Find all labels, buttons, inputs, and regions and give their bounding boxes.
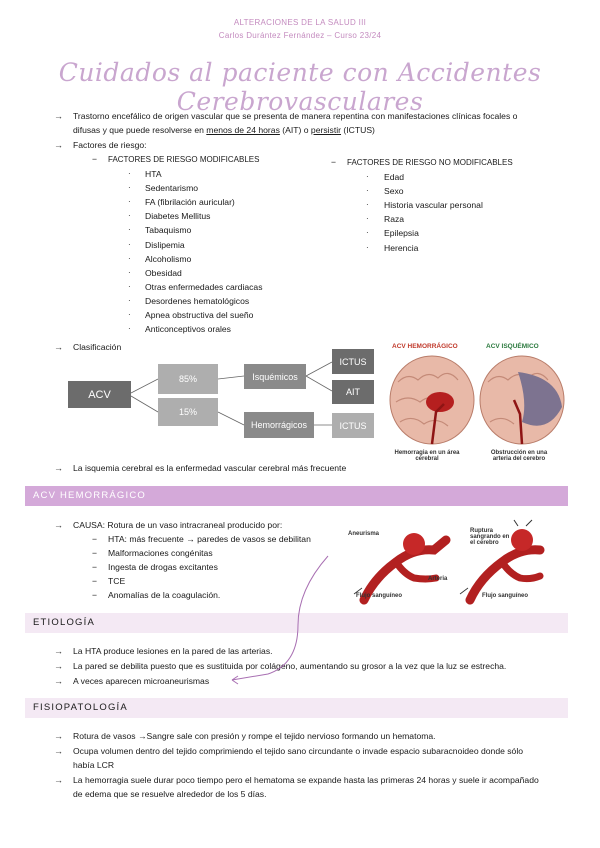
modifiable-item-bullet: ·	[128, 295, 131, 305]
pct-15-box: 15%	[158, 398, 218, 426]
nonmodifiable-item-bullet: ·	[366, 214, 369, 224]
page-title: Cuidados al paciente con Accidentes Cerebrovasculares	[58, 58, 542, 116]
dash-icon: −	[92, 576, 98, 586]
arrow-icon: →	[54, 463, 63, 473]
hemo-cause-item: Malformaciones congénitas	[108, 548, 213, 558]
dash-icon: −	[92, 548, 98, 558]
ictus-box-2: ICTUS	[332, 413, 374, 438]
arrow-icon: →	[54, 731, 63, 741]
modifiable-item: Alcoholismo	[145, 253, 192, 264]
fig-aneurisma-label: Aneurisma	[348, 531, 380, 537]
arrow-icon: →	[54, 342, 63, 352]
nonmodifiable-item: Raza	[384, 214, 405, 225]
intro-line-2: difusas y que puede resolverse en menos de 24 horas (AIT) o persistir (ICTUS)	[73, 125, 375, 135]
modifiable-item: Apnea obstructiva del sueño	[145, 310, 254, 320]
modifiable-item: Obesidad	[145, 267, 182, 278]
dash-icon: −	[92, 590, 98, 600]
dash-icon: −	[331, 157, 337, 167]
acv-box: ACV	[68, 381, 131, 408]
fig-arteria-label: Arteria	[428, 576, 448, 582]
hemo-cause: CAUSA: Rotura de un vaso intracraneal producido por:	[73, 520, 283, 530]
hemo-hta: HTA: más frecuente → paredes de vasos se debilitan	[108, 534, 311, 544]
pct-85-box: 85%	[158, 364, 218, 394]
modifiable-item-bullet: ·	[128, 197, 131, 207]
fig-flujo-label-2: Flujo sanguíneo	[482, 593, 528, 599]
etiologia-item: La HTA produce lesiones en la pared de las arterias.	[73, 646, 273, 656]
nonmodifiable-title: FACTORES DE RIESGO NO MODIFICABLES	[347, 158, 513, 167]
isquemicos-box: Isquémicos	[244, 364, 306, 389]
arrow-icon: →	[54, 111, 63, 121]
risk-label: Factores de riesgo:	[73, 140, 147, 150]
fisio-heading: FISIOPATOLOGÍA	[33, 702, 128, 713]
nonmodifiable-item: Herencia	[384, 242, 419, 253]
modifiable-item: Tabaquismo	[145, 225, 192, 236]
modifiable-item: Dislipemia	[145, 239, 185, 250]
img-isq-title: ACV ISQUÉMICO	[486, 343, 539, 350]
hemo-heading: ACV HEMORRÁGICO	[33, 490, 147, 501]
hemorragicos-box: Hemorrágicos	[244, 412, 314, 438]
classification-label: Clasificación	[73, 342, 122, 352]
arrow-icon: →	[54, 646, 63, 656]
isquemia-note: La isquemia cerebral es la enfermedad vascular cerebral más frecuente	[73, 463, 347, 473]
nonmodifiable-item-bullet: ·	[366, 172, 369, 181]
modifiable-item-bullet: ·	[128, 324, 131, 334]
dash-icon: −	[92, 534, 98, 544]
nonmodifiable-item-bullet: ·	[366, 228, 369, 238]
modifiable-item-bullet: ·	[128, 211, 131, 221]
fig-ruptura-label: Ruptura sangrando en el cerebro	[470, 528, 510, 546]
author-line: Carlos Durántez Fernández – Curso 23/24	[218, 31, 382, 40]
modifiable-item-bullet: ·	[128, 225, 131, 235]
dash-icon: −	[92, 562, 98, 572]
fisio-item-2b: había LCR	[73, 760, 115, 770]
intro-line-1: Trastorno encefálico de origen vascular que se presenta de manera repentina con manifestaciones clínicas focales o	[73, 111, 518, 121]
img-isq-caption: Obstrucción en una arteria del cerebro	[490, 450, 548, 462]
hemo-cause-item: TCE	[108, 576, 126, 586]
etiologia-item: A veces aparecen microaneurismas	[73, 676, 210, 686]
modifiable-item: FA (fibrilación auricular)	[145, 197, 235, 208]
dash-icon: −	[92, 154, 98, 164]
nonmodifiable-item: Edad	[384, 172, 405, 182]
modifiable-item: Anticonceptivos orales	[145, 324, 231, 335]
img-hem-title: ACV HEMORRÁGICO	[392, 343, 458, 350]
modifiable-item: Otras enfermedades cardiacas	[145, 281, 263, 292]
nonmodifiable-item: Sexo	[384, 186, 404, 197]
modifiable-item-bullet: ·	[128, 239, 131, 249]
arrow-icon: →	[54, 520, 63, 530]
arrow-right-icon: →	[186, 534, 195, 544]
fisio-item-3b: de edema que se resuelve alrededor de los 5 días.	[73, 789, 267, 799]
fisio-item-1: Rotura de vasos →Sangre sale con presión y rompe el tejido nervioso formando un hematoma.	[73, 731, 436, 741]
pointer-curve-line	[232, 556, 328, 680]
modifiable-item: Sedentarismo	[145, 183, 199, 194]
ictus-box: ICTUS	[332, 349, 374, 374]
fig-flujo-label: Flujo sanguíneo	[356, 593, 402, 599]
nonmodifiable-item: Historia vascular personal	[384, 200, 483, 211]
modifiable-item-bullet: ·	[128, 253, 131, 263]
modifiable-title: FACTORES DE RIESGO MODIFICABLES	[108, 155, 260, 164]
hemo-cause-item: Anomalías de la coagulación.	[108, 590, 221, 600]
arrow-icon: →	[54, 661, 63, 671]
ait-box: AIT	[332, 380, 374, 404]
modifiable-item-bullet: ·	[128, 281, 131, 291]
fisio-item-3: La hemorragia suele durar poco tiempo pero el hematoma se expande hasta las primeras 24 horas y suele ir acompañado	[73, 775, 539, 785]
arrow-icon: →	[54, 140, 63, 150]
nonmodifiable-item-bullet: ·	[366, 200, 369, 210]
modifiable-item-bullet: ·	[128, 183, 131, 193]
modifiable-item-bullet: ·	[128, 169, 131, 178]
nonmodifiable-item-bullet: ·	[366, 186, 369, 196]
modifiable-item: Diabetes Mellitus	[145, 211, 211, 222]
modifiable-item: Desordenes hematológicos	[145, 295, 250, 306]
arrow-icon: →	[54, 746, 63, 756]
arrow-icon: →	[54, 676, 63, 686]
fisio-item-2: Ocupa volumen dentro del tejido comprimiendo el tejido sano circundante o invade espacio subaracnoideo donde sólo	[73, 746, 524, 756]
modifiable-item-bullet: ·	[128, 267, 131, 277]
hemo-cause-item: Ingesta de drogas excitantes	[108, 562, 218, 572]
etiologia-item: La pared se debilita puesto que es sustituida por colágeno, aumentando su grosor a la vez que la luz se estrecha.	[73, 661, 507, 671]
etiologia-heading: ETIOLOGÍA	[33, 617, 96, 628]
modifiable-item: HTA	[145, 169, 162, 179]
nonmodifiable-item-bullet: ·	[366, 242, 369, 252]
arrow-icon: →	[54, 775, 63, 785]
nonmodifiable-item: Epilepsia	[384, 228, 419, 239]
modifiable-item-bullet: ·	[128, 310, 131, 319]
course-subject: ALTERACIONES DE LA SALUD III	[233, 18, 367, 27]
img-hem-caption: Hemorragia en un área cerebral	[394, 450, 460, 462]
